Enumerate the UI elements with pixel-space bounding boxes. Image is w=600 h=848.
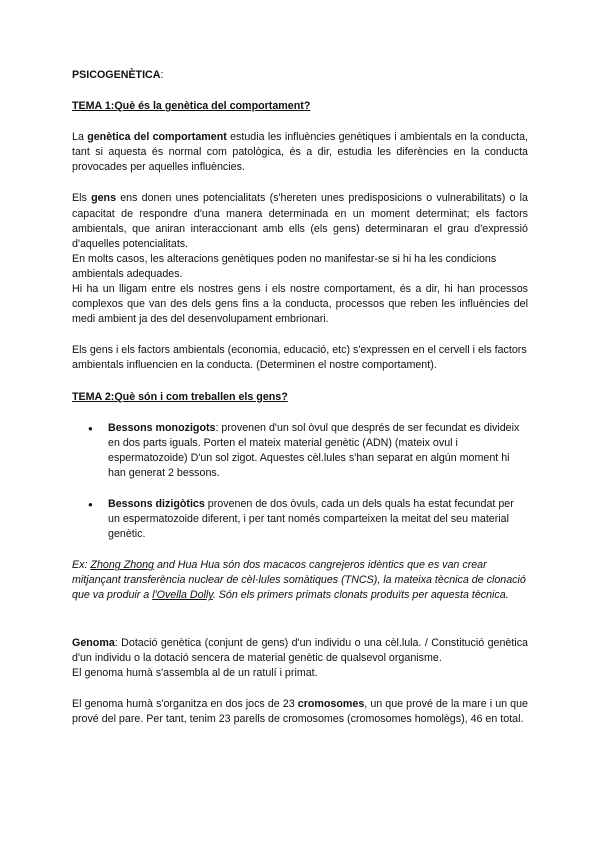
p2-post: ens donen unes potencialitats (s'hereten unes predisposicions o vulnerabilitats) o la capacitat de respondre d'una manera determinada en un moment determinat; els factors ambientals, que aniran interaccionant amb ells (els gens) determinaran el grau d'expressió d'aquelles potencialitats. <box>72 192 528 250</box>
bullet1-text: : provenen d'un sol òvul que després de ser fecundat es divideix en dos parts iguals. Porten el mateix material genètic (ADN) (mateix ovul i espermatozoide) D'un sol zigot. Aquestes cèl.lules s'han separat en algún moment hi han generat 2 bessons. <box>108 421 520 479</box>
example-pre: Ex: <box>72 559 91 572</box>
genoma-term: Genoma <box>72 636 115 649</box>
bullet1-term: Bessons monozigots <box>108 421 216 434</box>
example-paragraph <box>72 558 528 603</box>
crom-term: cromosomes <box>297 697 365 710</box>
list-item-dizigotics <box>88 497 528 542</box>
title-text: PSICOGENÈTICA <box>72 69 161 81</box>
link-zhong-zhong[interactable]: Zhong Zhong <box>90 559 154 572</box>
p1-post: estudia les influències genètiques i ambientals en la conducta, tant si aquesta és normal com patològica, és a dir, estudia les diferències en la conducta provocades per aquelles influències. <box>72 131 528 174</box>
genoma-line-2: El genoma humà s'assembla al de un ratulí i primat. <box>72 666 318 679</box>
tema1-paragraph-1 <box>72 130 528 175</box>
tema1-heading: TEMA 1:Què és la genètica del comportament? <box>72 100 311 113</box>
p2-bold-term: gens <box>91 192 117 205</box>
tema2-heading: TEMA 2:Què són i com treballen els gens? <box>72 390 288 403</box>
p2-pre: Els <box>72 192 92 205</box>
crom-post: , un que prové de la mare i un que prové del pare. Per tant, tenim 23 parells de cromosomes (cromosomes homolègs), 46 en total. <box>72 697 528 725</box>
example-mid: and Hua Hua són dos macacos cangrejeros idèntics que es van crear mitjançant transferència nuclear de cèl·lules somàtiques (TNCS), la mateixa tècnica de clonació que va produir a <box>72 559 526 602</box>
genoma-text: : Dotació genètica (conjunt de gens) d'un individu o una cèl.lula. / Constitució genètica d'un individu o la dotació sencera de material genètic de qualsevol organisme. <box>72 636 528 664</box>
genoma-paragraph <box>72 636 528 666</box>
twins-list <box>72 421 528 543</box>
link-ovella-dolly[interactable]: l'Ovella Dolly <box>152 589 213 602</box>
title-colon: : <box>160 69 164 81</box>
tema1-paragraph-4: Hi ha un lligam entre els nostres gens i els nostre comportament, és a dir, hi han processos complexos que van des dels gens fins a la conducta, processos que reben les influències del medi ambient ja des del desenvolupament embrionari. <box>72 283 528 326</box>
bullet2-term: Bessons dizigòtics <box>108 497 205 510</box>
tema1-paragraph-3: En molts casos, les alteracions genètiques poden no manifestar-se si hi ha les condicions ambientals adequades. <box>72 252 497 280</box>
example-post: . Són els primers primats clonats produïts per aquesta tècnica. <box>212 589 509 602</box>
p1-bold-term: genètica del comportament <box>87 131 227 144</box>
bullet2-text: provenen de dos òvuls, cada un dels quals ha estat fecundat per un espermatozoide diferent, i per tant només comparteixen la meitat del seu material genètic. <box>108 497 514 541</box>
document-page <box>72 68 528 727</box>
tema1-paragraph-2 <box>72 191 528 251</box>
list-item-monozigots <box>88 421 528 481</box>
cromosomes-paragraph <box>72 697 528 727</box>
p1-pre: La <box>72 131 88 144</box>
tema1-paragraph-5: Els gens i els factors ambientals (economia, educació, etc) s'expressen en el cervell i els factors ambientals influencien en la conducta. (Determinen el nostre comportament). <box>72 344 527 372</box>
crom-pre: El genoma humà s'organitza en dos jocs de 23 <box>72 697 298 710</box>
document-title <box>72 68 528 83</box>
